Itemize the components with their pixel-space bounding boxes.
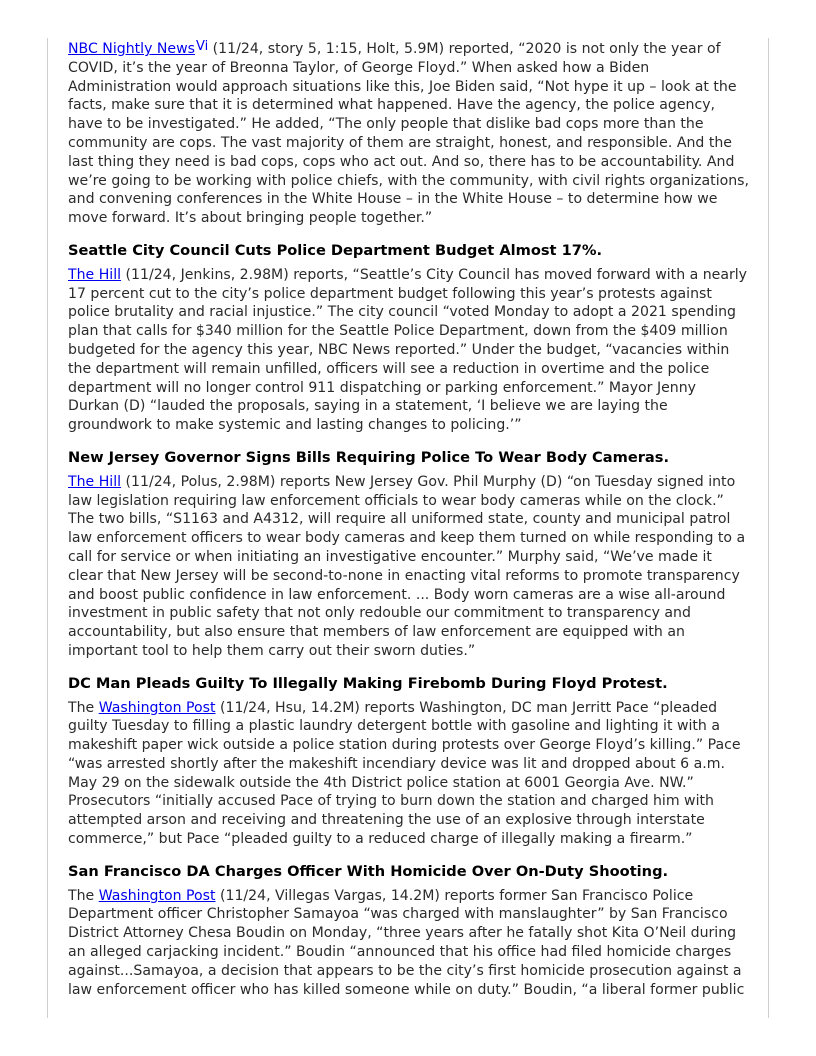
article-headline: New Jersey Governor Signs Bills Requiring Police To Wear Body Cameras. [68, 448, 669, 466]
article [68, 242, 750, 435]
article-text: (11/24, Villegas Vargas, 14.2M) reports former San Francisco Police Department officer Christopher Samayoa “was charged with manslaughter” by San Francisco District Attorney Chesa Boudin on Monday, “three years after he fatally shot Kita O’Neil during an alleged carjacking incident.” Boudin “announced that his office had filed homicide charges against...Samayoa, a decision that appears to be the city’s first homicide prosecution against a law enforcement officer who has killed someone while on duty.” Boudin, “a liberal former public [68, 887, 745, 998]
article-source-link[interactable]: The Hill [68, 473, 122, 490]
intro-paragraph [68, 38, 750, 228]
article-body [68, 887, 750, 1000]
article-text: (11/24, Jenkins, 2.98M) reports, “Seattle’s City Council has moved forward with a nearly 17 percent cut to the city’s police department budget following this year’s protests against police brutality and racial injustice.” The city council “voted Monday to adopt a 2021 spending plan that calls for $340 million for the Seattle Police Department, down from the $409 million budgeted for the agency this year, NBC News reported.” Under the budget, “vacancies within the department will remain unfilled, officers will see a reduction in overtime and the police department will no longer control 911 dispatching or parking enforcement.” Mayor Jenny Durkan (D) “lauded the proposals, saying in a statement, ‘I believe we are laying the groundwork to make systemic and lasting changes to policing.’” [68, 266, 748, 434]
article-source-link[interactable]: Washington Post [98, 887, 216, 904]
article-body [68, 266, 750, 435]
article-headline: San Francisco DA Charges Officer With Homicide Over On-Duty Shooting. [68, 862, 669, 880]
right-margin-rule [768, 38, 769, 1018]
article-text: (11/24, Polus, 2.98M) reports New Jersey Gov. Phil Murphy (D) “on Tuesday signed into law legislation requiring law enforcement officials to wear body cameras while on the clock.” The two bills, “S1163 and A4312, will require all uniformed state, county and municipal patrol law enforcement officers to wear body cameras and keep them turned on while responding to a call for service or when initiating an investigative encounter.” Murphy said, “We’ve made it clear that New Jersey will be second-to-none in enacting vital reforms to promote transparency and boost public confidence in law enforcement. ... Body worn cameras are a wise all-around investment in public safety that not only redouble our commitment to transparency and accountability, but also ensure that members of law enforcement are equipped with an important tool to help them carry out their sworn duties.” [68, 473, 746, 659]
article-prefix: The [68, 887, 99, 904]
left-margin-rule [47, 38, 48, 1018]
article [68, 449, 750, 661]
article-body [68, 473, 750, 661]
article [68, 675, 750, 849]
intro-text: (11/24, story 5, 1:15, Holt, 5.9M) reported, “2020 is not only the year of COVID, it’s the year of Breonna Taylor, of George Floyd.” When asked how a Biden Administration would approach situations like this, Joe Biden said, “Not hype it up – look at the facts, make sure that it is determined what happened. Have the agency, the police agency, have to be investigated.” He added, “The only people that dislike bad cops more than the community are cops. The vast majority of them are straight, honest, and responsible. And the last thing they need is bad cops, cops who act out. And so, there has to be accountability. And we’re going to be working with police chiefs, with the community, with civil rights organizations, and convening conferences in the White House – in the White House – to determine how we move forward. It’s about bringing people together.” [68, 41, 749, 227]
article-body [68, 699, 750, 849]
article-text: (11/24, Hsu, 14.2M) reports Washington, DC man Jerritt Pace “pleaded guilty Tuesday to filling a plastic laundry detergent bottle with gasoline and lighting it with a makeshift paper wick outside a police station during protests over George Floyd’s killing.” Pace “was arrested shortly after the makeshift incendiary device was lit and dropped about 6 a.m. May 29 on the sidewalk outside the 4th District police station at 6001 Georgia Ave. NW.” Prosecutors “initially accused Pace of trying to burn down the station and charged him with attempted arson and receiving and threatening the use of an explosive through interstate commerce,” but Pace “pleaded guilty to a reduced charge of illegally making a firearm.” [68, 699, 741, 848]
article-headline: Seattle City Council Cuts Police Department Budget Almost 17%. [68, 241, 603, 259]
article-prefix: The [68, 699, 99, 716]
article-source-link[interactable]: The Hill [68, 266, 122, 283]
article [68, 863, 750, 1000]
endnote-marker[interactable]: Vi [195, 39, 209, 54]
intro-source-link[interactable]: NBC Nightly News [68, 41, 195, 57]
document-body [68, 38, 750, 1013]
article-source-link[interactable]: Washington Post [98, 699, 216, 716]
article-headline: DC Man Pleads Guilty To Illegally Making Firebomb During Floyd Protest. [68, 674, 668, 692]
